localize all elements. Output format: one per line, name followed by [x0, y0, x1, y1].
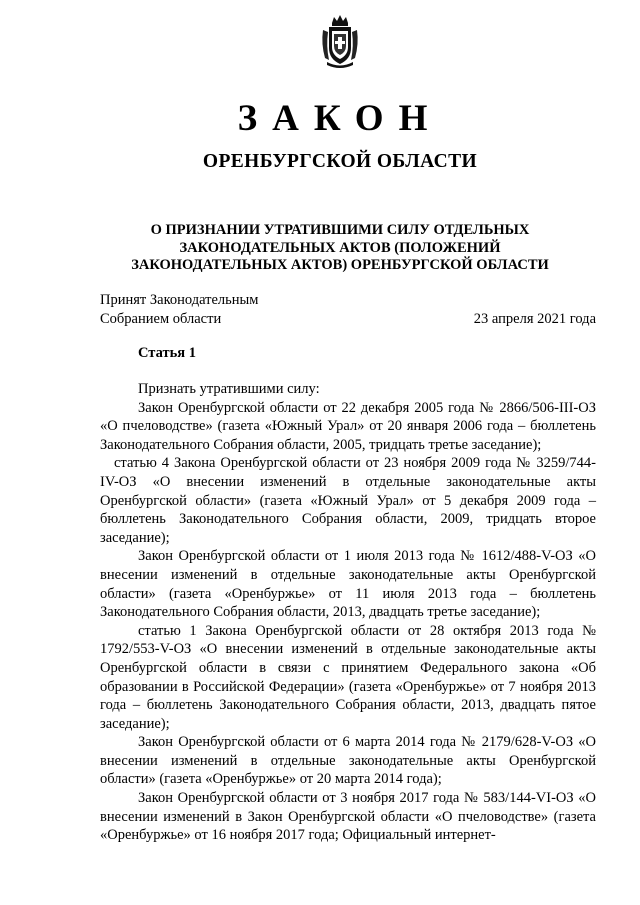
region-name: ОРЕНБУРГСКОЙ ОБЛАСТИ [202, 151, 478, 172]
heading-line: О ПРИЗНАНИИ УТРАТИВШИМИ СИЛУ ОТДЕЛЬНЫХ [150, 222, 530, 238]
coat-of-arms-icon [319, 14, 361, 68]
adoption-date: 23 апреля 2021 года [473, 311, 596, 327]
article-paragraph: Закон Оренбургской области от 1 июля 2013 года № 1612/488-V-ОЗ «О внесении изменений в отдельные законодательные акты Оренбургской области» (газета «Оренбуржье» от 11 июля 2013 года – бюллетень Законодательного Собрания области, 2013, двадцать третье заседание); [100, 548, 596, 621]
article-body [100, 380, 596, 845]
article-paragraph: Закон Оренбургской области от 6 марта 2014 года № 2179/628-V-ОЗ «О внесении изменений в отдельные законодательные акты Оренбургской области» (газета «Оренбуржье» от 20 марта 2014 года); [100, 734, 596, 788]
article-label: Статья 1 [138, 345, 196, 361]
adoption-block [100, 291, 258, 329]
article-intro: Признать утратившими силу: [138, 381, 320, 397]
article-paragraph: Закон Оренбургской области от 22 декабря 2005 года № 2866/506-III-ОЗ «О пчеловодстве» (газета «Южный Урал» от 20 января 2006 года – бюллетень Законодательного Собрания области, 2005, тридцать третье заседание); [100, 399, 596, 453]
heading-line: ЗАКОНОДАТЕЛЬНЫХ АКТОВ) ОРЕНБУРГСКОЙ ОБЛАСТИ [131, 257, 549, 273]
article-paragraph: Закон Оренбургской области от 3 ноября 2017 года № 583/144-VI-ОЗ «О внесении изменений в Закон Оренбургской области «О пчеловодстве» (газета «Оренбуржье» от 16 ноября 2017 года; Официальный интернет- [100, 790, 596, 844]
heading-line: ЗАКОНОДАТЕЛЬНЫХ АКТОВ (ПОЛОЖЕНИЙ [179, 239, 501, 256]
article-paragraph: статью 4 Закона Оренбургской области от 23 ноября 2009 года № 3259/744-IV-ОЗ «О внесении изменений в отдельные законодательные акты Оренбургской области» (газета «Южный Урал» от 5 декабря 2009 года – бюллетень Законодательного Собрания области, 2009, тридцать второе заседание); [100, 455, 596, 546]
law-heading [100, 222, 580, 275]
adoption-line: Принят Законодательным [100, 292, 259, 308]
document-title: ЗАКОН [237, 98, 443, 139]
article-paragraph: статью 1 Закона Оренбургской области от 28 октября 2013 года № 1792/553-V-ОЗ «О внесении изменений в отдельные законодательные акты Оренбургской области в связи с принятием Федерального закона «Об образовании в Российской Федерации» (газета «Оренбуржье» от 7 ноября 2013 года – бюллетень Законодательного Собрания области, 2013, двадцать пятое заседание); [100, 622, 596, 732]
adoption-line: Собранием области [100, 311, 222, 327]
